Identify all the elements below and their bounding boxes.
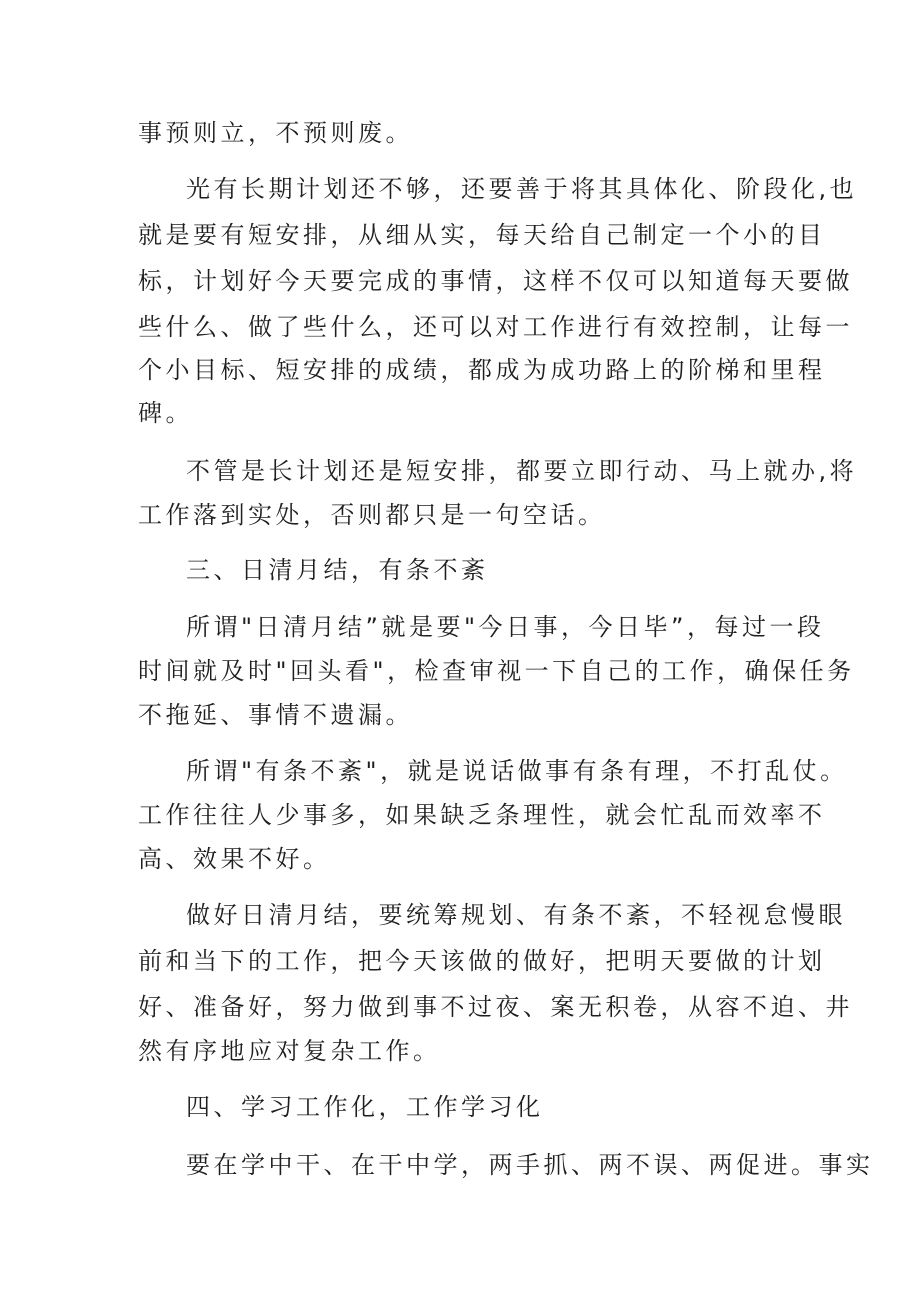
text-line: 前和当下的工作，把今天该做的做好，把明天要做的计划 (138, 947, 826, 975)
text-line: 碑。 (138, 399, 193, 427)
section-heading: 三、日清月结，有条不紊 (186, 556, 489, 584)
text-line: 些什么、做了些什么，还可以对工作进行有效控制，让每一 (138, 313, 853, 341)
paragraph-first-line: 所谓"有条不紊"，就是说话做事有条有理，不打乱仗。 (186, 757, 848, 785)
text-line: 就是要有短安排，从细从实，每天给自己制定一个小的目 (138, 221, 826, 249)
text-line: 工作往往人少事多，如果缺乏条理性，就会忙乱而效率不 (138, 801, 826, 829)
text-line: 然有序地应对复杂工作。 (138, 1037, 441, 1065)
paragraph-first-line: 所谓"日清月结”就是要"今日事，今日毕”，每过一段 (186, 613, 825, 641)
text-line: 时间就及时"回头看"，检查审视一下自己的工作，确保任务 (138, 657, 855, 685)
paragraph-first-line: 光有长期计划还不够，还要善于将其具体化、阶段化,也 (186, 175, 858, 203)
text-line: 工作落到实处，否则都只是一句空话。 (138, 501, 606, 529)
section-heading: 四、学习工作化，工作学习化 (186, 1093, 544, 1121)
paragraph-first-line: 不管是长计划还是短安排，都要立即行动、马上就办,将 (186, 457, 858, 485)
paragraph-first-line: 做好日清月结，要统筹规划、有条不紊，不轻视怠慢眼 (186, 901, 846, 929)
paragraph-first-line: 要在学中干、在干中学，两手抓、两不误、两促进。事实 (186, 1151, 874, 1179)
text-line: 高、效果不好。 (138, 845, 331, 873)
text-line: 个小目标、短安排的成绩，都成为成功路上的阶梯和里程 (138, 356, 826, 384)
text-line: 标，计划好今天要完成的事情，这样不仅可以知道每天要做 (138, 267, 853, 295)
text-line: 好、准备好，努力做到事不过夜、案无积卷，从容不迫、井 (138, 993, 853, 1021)
text-line: 事预则立，不预则废。 (138, 119, 413, 147)
text-line: 不拖延、事情不遗漏。 (138, 701, 413, 729)
